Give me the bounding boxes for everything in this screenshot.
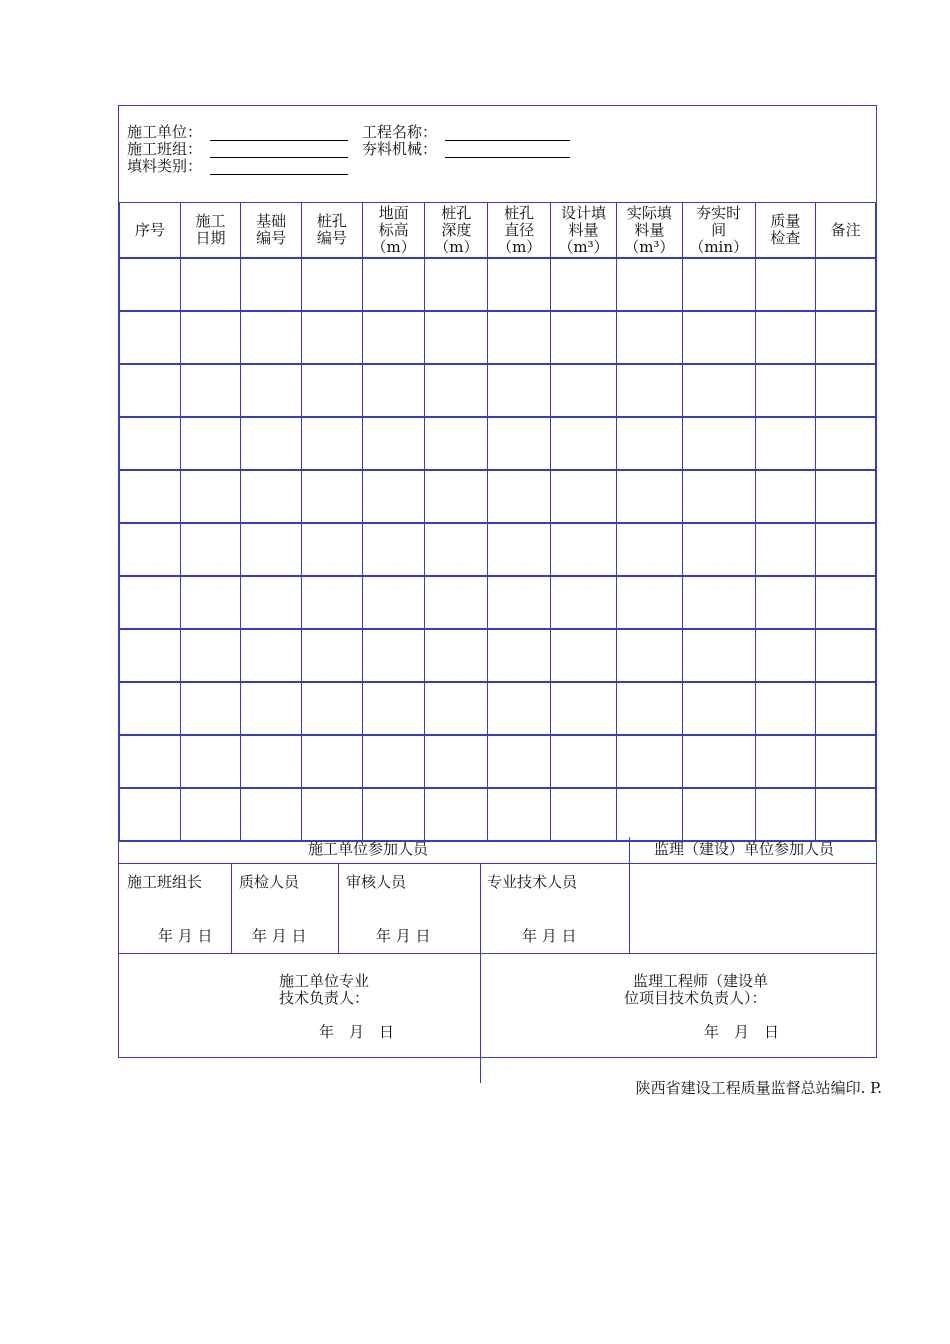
table-cell[interactable] [616, 311, 682, 364]
table-cell[interactable] [755, 682, 816, 735]
table-cell[interactable] [302, 788, 363, 841]
table-cell[interactable] [241, 417, 302, 470]
table-cell[interactable] [180, 470, 241, 523]
column-header-line: （m） [371, 237, 416, 256]
table-cell[interactable] [488, 417, 551, 470]
table-cell[interactable] [488, 470, 551, 523]
table-cell[interactable] [425, 788, 488, 841]
table-cell[interactable] [241, 629, 302, 682]
column-header-line: 夯实时 [696, 203, 742, 222]
table-cell[interactable] [241, 523, 302, 576]
table-cell[interactable] [551, 682, 617, 735]
table-cell[interactable] [120, 523, 181, 576]
table-cell[interactable] [755, 311, 816, 364]
column-header-line: 日期 [195, 229, 226, 247]
table-cell[interactable] [488, 258, 551, 311]
divider [231, 863, 232, 953]
table-cell[interactable] [120, 364, 181, 417]
column-header-line: 桩孔 [504, 203, 535, 222]
table-cell[interactable] [241, 258, 302, 311]
table-cell[interactable] [616, 682, 682, 735]
table-cell[interactable] [682, 470, 755, 523]
column-header-line: （m） [434, 237, 479, 256]
column-header [241, 203, 302, 259]
table-row [120, 311, 876, 364]
table-cell[interactable] [362, 576, 425, 629]
info-area [119, 106, 876, 202]
table-row [120, 364, 876, 417]
table-cell[interactable] [180, 523, 241, 576]
fill-type-blank[interactable] [210, 174, 348, 175]
technician-label: 专业技术人员 [487, 873, 578, 891]
table-cell[interactable] [816, 629, 876, 682]
table-cell[interactable] [682, 311, 755, 364]
supervisor-engineer-line2: 位项目技术负责人）： [624, 989, 767, 1007]
table-cell[interactable] [551, 311, 617, 364]
table-cell[interactable] [241, 682, 302, 735]
table-cell[interactable] [682, 417, 755, 470]
table-row [120, 735, 876, 788]
table-cell[interactable] [682, 629, 755, 682]
table-cell[interactable] [488, 364, 551, 417]
column-header [816, 203, 876, 259]
column-header [425, 203, 488, 259]
table-cell[interactable] [362, 417, 425, 470]
table-cell[interactable] [425, 311, 488, 364]
table-cell[interactable] [180, 682, 241, 735]
technician-date[interactable]: 年 月 日 [522, 927, 577, 945]
column-header [551, 203, 617, 259]
table-cell[interactable] [682, 523, 755, 576]
contractor-chief-line1: 施工单位专业 [279, 972, 370, 990]
unit-blank[interactable] [210, 140, 348, 141]
contractor-staff-title: 施工单位参加人员 [308, 840, 429, 858]
table-cell[interactable] [551, 258, 617, 311]
table-cell[interactable] [120, 417, 181, 470]
table-row [120, 417, 876, 470]
table-cell[interactable] [425, 470, 488, 523]
table-cell[interactable] [551, 470, 617, 523]
column-header-line: 基础 [256, 212, 287, 230]
machine-blank[interactable] [445, 157, 570, 158]
table-cell[interactable] [755, 629, 816, 682]
contractor-chief-line2: 技术负责人： [279, 989, 370, 1007]
column-header [120, 203, 181, 259]
column-header-line: 施工 [195, 212, 226, 230]
supervisor-engineer-date[interactable]: 年 月 日 [704, 1023, 780, 1041]
table-cell[interactable] [120, 735, 181, 788]
table-cell[interactable] [616, 735, 682, 788]
table-cell[interactable] [616, 788, 682, 841]
table-cell[interactable] [488, 576, 551, 629]
table-cell[interactable] [816, 364, 876, 417]
column-header-line: 序号 [134, 220, 165, 239]
table-cell[interactable] [816, 788, 876, 841]
table-cell[interactable] [551, 364, 617, 417]
supervisor-engineer-line1: 监理工程师（建设单 [633, 972, 769, 990]
table-row [120, 523, 876, 576]
table-cell[interactable] [425, 682, 488, 735]
project-label: 工程名称： [362, 123, 438, 141]
table-cell[interactable] [180, 629, 241, 682]
table-row [120, 788, 876, 841]
table-cell[interactable] [551, 629, 617, 682]
table-header-row [120, 203, 876, 259]
table-cell[interactable] [755, 576, 816, 629]
reviewer-label: 审核人员 [346, 873, 407, 891]
column-header-line: 桩孔 [316, 212, 347, 230]
column-header-line: 地面 [378, 203, 409, 222]
table-cell[interactable] [362, 629, 425, 682]
table-cell[interactable] [180, 417, 241, 470]
column-header-line: 实际填 [626, 203, 672, 222]
table-cell[interactable] [616, 364, 682, 417]
table-cell[interactable] [682, 682, 755, 735]
table-cell[interactable] [682, 788, 755, 841]
column-header-line: 料量 [568, 220, 599, 239]
divider [480, 863, 481, 1083]
unit-label: 施工单位： [127, 123, 203, 141]
column-header-line: 编号 [316, 229, 347, 247]
table-cell[interactable] [241, 311, 302, 364]
table-cell[interactable] [551, 788, 617, 841]
table-cell[interactable] [551, 417, 617, 470]
table-cell[interactable] [302, 417, 363, 470]
table-cell[interactable] [302, 258, 363, 311]
table-cell[interactable] [180, 788, 241, 841]
table-cell[interactable] [425, 735, 488, 788]
column-header-line: 直径 [504, 220, 535, 239]
table-cell[interactable] [616, 629, 682, 682]
team-label: 施工班组： [127, 140, 203, 158]
column-header-line: 标高 [378, 220, 409, 239]
table-cell[interactable] [302, 523, 363, 576]
table-cell[interactable] [302, 629, 363, 682]
table-cell[interactable] [180, 735, 241, 788]
table-cell[interactable] [302, 735, 363, 788]
table-cell[interactable] [816, 576, 876, 629]
table-cell[interactable] [302, 364, 363, 417]
table-cell[interactable] [616, 417, 682, 470]
table-cell[interactable] [120, 258, 181, 311]
table-cell[interactable] [425, 364, 488, 417]
table-cell[interactable] [816, 523, 876, 576]
table-cell[interactable] [120, 576, 181, 629]
table-cell[interactable] [425, 258, 488, 311]
table-cell[interactable] [425, 417, 488, 470]
inspector-date[interactable]: 年 月 日 [252, 927, 307, 945]
machine-label: 夯料机械： [362, 140, 438, 158]
table-cell[interactable] [551, 576, 617, 629]
publisher-footer: 陕西省建设工程质量监督总站编印. P. [635, 1079, 882, 1097]
table-cell[interactable] [120, 470, 181, 523]
table-cell[interactable] [302, 311, 363, 364]
table-row [120, 470, 876, 523]
column-header-line: （m³） [558, 237, 609, 256]
column-header [302, 203, 363, 259]
record-table [119, 202, 876, 842]
table-cell[interactable] [551, 735, 617, 788]
column-header-line: 检查 [770, 229, 801, 247]
column-header [755, 203, 816, 259]
table-cell[interactable] [180, 311, 241, 364]
column-header-line: 桩孔 [441, 203, 472, 222]
table-cell[interactable] [682, 364, 755, 417]
table-cell[interactable] [425, 523, 488, 576]
project-blank[interactable] [445, 140, 570, 141]
team-leader-label: 施工班组长 [127, 873, 203, 891]
table-cell[interactable] [755, 258, 816, 311]
form-frame [118, 105, 877, 1058]
table-cell[interactable] [362, 470, 425, 523]
table-cell[interactable] [362, 735, 425, 788]
table-row [120, 258, 876, 311]
table-cell[interactable] [816, 258, 876, 311]
table-cell[interactable] [551, 523, 617, 576]
table-cell[interactable] [241, 364, 302, 417]
reviewer-date[interactable]: 年 月 日 [376, 927, 431, 945]
table-cell[interactable] [120, 788, 181, 841]
table-cell[interactable] [425, 576, 488, 629]
inspector-label: 质检人员 [239, 873, 300, 891]
signature-area [119, 837, 876, 1057]
team-leader-date[interactable]: 年 月 日 [158, 927, 213, 945]
fill-type-label: 填料类别： [127, 157, 203, 175]
table-cell[interactable] [241, 788, 302, 841]
table-cell[interactable] [816, 682, 876, 735]
column-header-line: 质量 [770, 212, 801, 230]
table-cell[interactable] [755, 523, 816, 576]
table-cell[interactable] [755, 417, 816, 470]
table-cell[interactable] [120, 682, 181, 735]
table-cell[interactable] [682, 258, 755, 311]
table-cell[interactable] [816, 470, 876, 523]
divider [338, 863, 339, 953]
table-cell[interactable] [488, 311, 551, 364]
table-cell[interactable] [755, 788, 816, 841]
column-header [682, 203, 755, 259]
table-cell[interactable] [755, 735, 816, 788]
table-cell[interactable] [755, 470, 816, 523]
column-header-line: 备注 [830, 220, 861, 239]
table-cell[interactable] [241, 470, 302, 523]
table-cell[interactable] [362, 788, 425, 841]
table-cell[interactable] [241, 576, 302, 629]
table-cell[interactable] [362, 364, 425, 417]
table-cell[interactable] [616, 258, 682, 311]
table-cell[interactable] [241, 735, 302, 788]
column-header-line: （m） [497, 237, 542, 256]
table-cell[interactable] [180, 576, 241, 629]
column-header-line: 料量 [634, 220, 665, 239]
table-cell[interactable] [425, 629, 488, 682]
table-cell[interactable] [816, 735, 876, 788]
table-cell[interactable] [682, 576, 755, 629]
column-header-line: 间 [711, 220, 727, 239]
table-cell[interactable] [120, 311, 181, 364]
table-cell[interactable] [616, 576, 682, 629]
table-cell[interactable] [362, 258, 425, 311]
table-cell[interactable] [302, 576, 363, 629]
table-row [120, 629, 876, 682]
table-cell[interactable] [488, 682, 551, 735]
column-header [180, 203, 241, 259]
column-header-line: （min） [689, 237, 748, 256]
team-blank[interactable] [210, 157, 348, 158]
table-cell[interactable] [180, 258, 241, 311]
column-header-line: （m³） [624, 237, 675, 256]
column-header [616, 203, 682, 259]
contractor-chief-date[interactable]: 年 月 日 [319, 1023, 395, 1041]
signature-title-row [119, 837, 876, 864]
table-cell[interactable] [362, 682, 425, 735]
table-cell[interactable] [120, 629, 181, 682]
column-header [488, 203, 551, 259]
table-cell[interactable] [488, 788, 551, 841]
table-cell[interactable] [816, 417, 876, 470]
table-cell[interactable] [302, 682, 363, 735]
table-cell[interactable] [755, 364, 816, 417]
table-cell[interactable] [488, 735, 551, 788]
table-cell[interactable] [302, 470, 363, 523]
table-row [120, 576, 876, 629]
column-header-line: 深度 [441, 220, 472, 239]
supervisor-staff-title: 监理（建设）单位参加人员 [654, 840, 835, 858]
table-cell[interactable] [616, 470, 682, 523]
table-cell[interactable] [488, 629, 551, 682]
table-cell[interactable] [362, 311, 425, 364]
table-cell[interactable] [180, 364, 241, 417]
divider [119, 953, 876, 954]
table-cell[interactable] [362, 523, 425, 576]
table-cell[interactable] [682, 735, 755, 788]
divider [629, 837, 630, 953]
column-header-line: 编号 [256, 229, 287, 247]
table-cell[interactable] [616, 523, 682, 576]
table-cell[interactable] [488, 523, 551, 576]
table-row [120, 682, 876, 735]
column-header-line: 设计填 [560, 203, 606, 222]
table-cell[interactable] [816, 311, 876, 364]
column-header [362, 203, 425, 259]
